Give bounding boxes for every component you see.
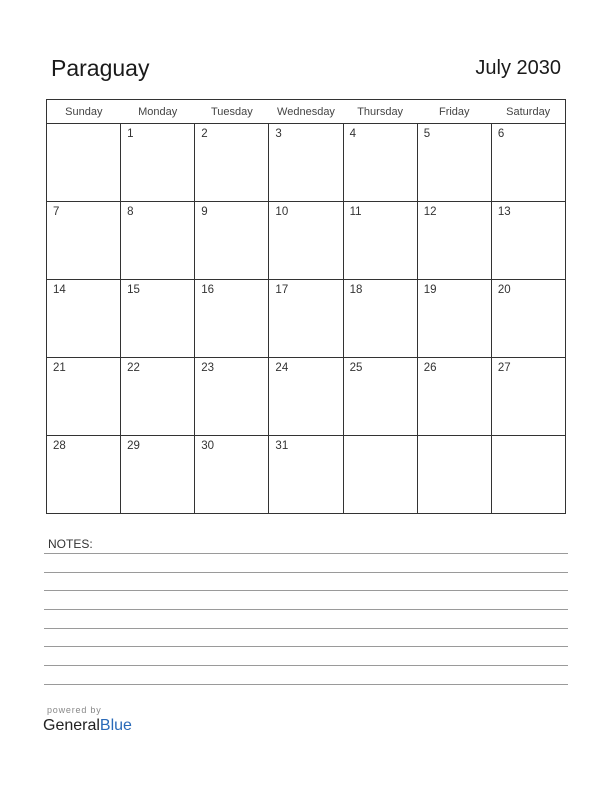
weekday-header: Friday [417, 100, 491, 124]
day-number: 19 [423, 284, 437, 296]
week-row [47, 202, 566, 280]
day-cell [343, 124, 417, 202]
day-cell [269, 436, 343, 514]
day-number: 28 [53, 440, 66, 452]
day-cell [195, 358, 269, 436]
day-cell [417, 358, 491, 436]
day-cell [491, 358, 565, 436]
day-cell [269, 124, 343, 202]
note-line [44, 665, 568, 666]
day-number: 7 [53, 206, 60, 218]
day-cell [195, 202, 269, 280]
day-cell [121, 280, 195, 358]
day-cell [269, 358, 343, 436]
brand-general-text: General [43, 717, 100, 734]
day-cell [491, 436, 565, 514]
weekday-header: Sunday [47, 100, 121, 124]
day-number: 27 [497, 362, 511, 374]
day-cell [47, 280, 121, 358]
day-number: 10 [275, 206, 289, 218]
month-year-label: July 2030 [475, 57, 561, 79]
weekday-header: Thursday [343, 100, 417, 124]
day-cell [269, 280, 343, 358]
day-number: 24 [275, 362, 289, 374]
day-cell [47, 436, 121, 514]
day-number: 16 [201, 284, 215, 296]
day-cell [121, 202, 195, 280]
day-cell [417, 202, 491, 280]
weekday-header: Saturday [491, 100, 565, 124]
day-number: 30 [201, 440, 215, 452]
weekday-header: Tuesday [195, 100, 269, 124]
page-title: Paraguay [51, 55, 150, 81]
note-line [44, 646, 568, 647]
day-number [47, 124, 120, 128]
day-cell [343, 358, 417, 436]
day-cell [195, 280, 269, 358]
note-line [44, 553, 568, 554]
day-cell [343, 280, 417, 358]
day-number: 13 [497, 206, 511, 218]
day-cell [417, 436, 491, 514]
day-number: 11 [349, 206, 362, 218]
day-cell [121, 124, 195, 202]
day-number: 22 [127, 362, 140, 374]
note-line [44, 628, 568, 629]
week-row [47, 358, 566, 436]
week-row [47, 280, 566, 358]
brand-logo [43, 717, 132, 735]
day-cell [121, 358, 195, 436]
day-number: 8 [127, 206, 134, 218]
day-cell [121, 436, 195, 514]
day-number: 20 [497, 284, 511, 296]
day-number [418, 436, 491, 440]
day-number: 5 [423, 128, 431, 140]
day-number [492, 436, 565, 440]
day-cell [491, 124, 565, 202]
weekday-header: Wednesday [269, 100, 343, 124]
day-cell [269, 202, 343, 280]
day-cell [47, 124, 121, 202]
day-number: 2 [201, 128, 208, 140]
day-number: 23 [201, 362, 215, 374]
day-cell [491, 280, 565, 358]
weekday-header-row [47, 100, 566, 124]
day-number: 1 [127, 128, 134, 140]
day-number: 4 [349, 128, 356, 140]
day-cell [417, 124, 491, 202]
day-cell [195, 436, 269, 514]
week-row [47, 436, 566, 514]
powered-by-label: powered by [47, 705, 102, 715]
day-cell [417, 280, 491, 358]
day-cell [47, 202, 121, 280]
day-number: 29 [127, 440, 140, 452]
week-row [47, 124, 566, 202]
day-cell [491, 202, 565, 280]
day-number: 15 [127, 284, 140, 296]
day-cell [343, 202, 417, 280]
day-number: 9 [201, 206, 208, 218]
day-number: 12 [423, 206, 437, 218]
day-cell [195, 124, 269, 202]
weekday-header: Monday [121, 100, 195, 124]
note-line [44, 609, 568, 610]
day-number: 14 [53, 284, 66, 296]
day-number: 26 [423, 362, 437, 374]
calendar-grid [46, 99, 566, 514]
day-number: 25 [349, 362, 363, 374]
day-cell [47, 358, 121, 436]
day-cell [343, 436, 417, 514]
day-number [344, 436, 417, 440]
day-number: 21 [53, 362, 66, 374]
note-line [44, 572, 568, 573]
notes-label: NOTES: [48, 537, 93, 551]
note-line [44, 684, 568, 685]
day-number: 17 [275, 284, 289, 296]
day-number: 18 [349, 284, 363, 296]
day-number: 3 [275, 128, 282, 140]
note-line [44, 590, 568, 591]
day-number: 31 [275, 440, 289, 452]
brand-blue-text: Blue [99, 717, 132, 734]
day-number: 6 [497, 128, 505, 140]
